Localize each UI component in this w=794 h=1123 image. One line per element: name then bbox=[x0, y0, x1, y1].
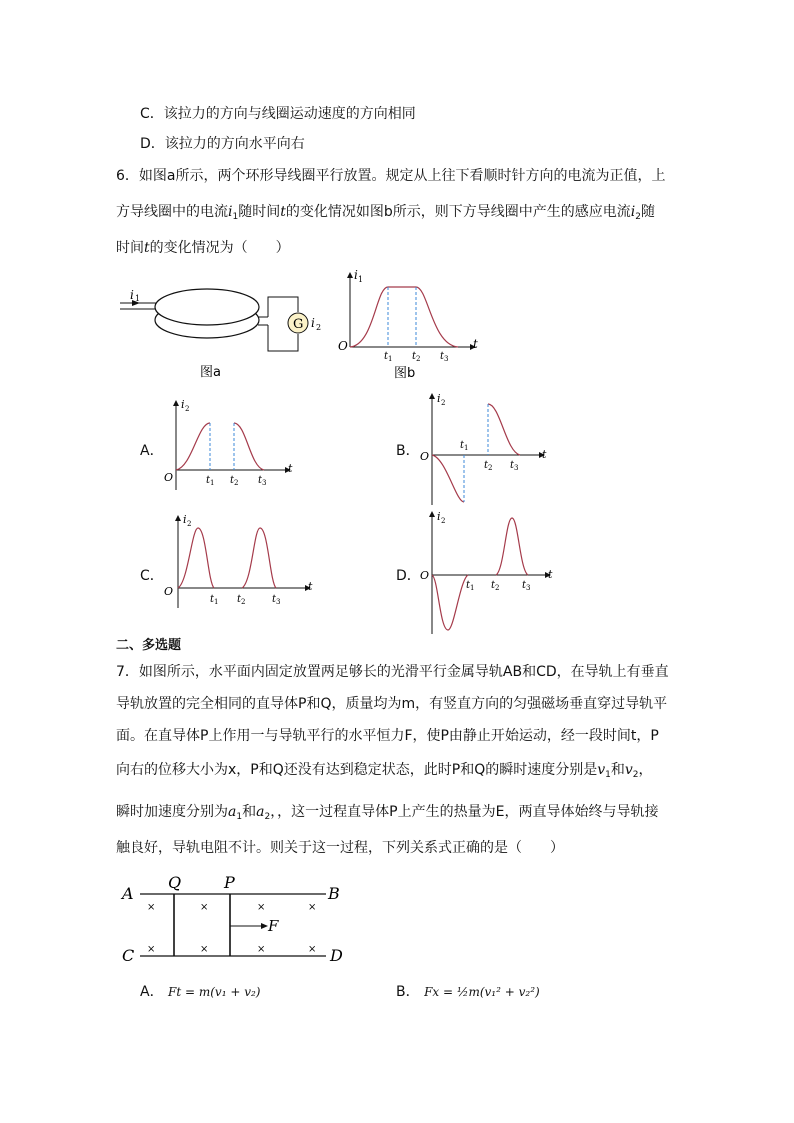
q7-option-b-expr: Fx = ½m(v₁² + v₂²) bbox=[424, 985, 540, 999]
svg-text:×: × bbox=[308, 902, 317, 913]
svg-text:O: O bbox=[164, 585, 174, 598]
q7-rails-figure bbox=[118, 872, 358, 972]
svg-text:2: 2 bbox=[187, 520, 192, 528]
q7-line-6: 触良好，导轨电阻不计。则关于这一过程，下列关系式正确的是（ ） bbox=[116, 840, 564, 856]
svg-text:×: × bbox=[257, 902, 266, 913]
svg-text:i: i bbox=[437, 392, 441, 405]
svg-text:F: F bbox=[268, 917, 279, 935]
svg-text:1: 1 bbox=[210, 479, 215, 487]
svg-text:1: 1 bbox=[388, 355, 393, 363]
svg-text:A: A bbox=[122, 884, 134, 903]
q5-option-d: D．该拉力的方向水平向右 bbox=[140, 136, 305, 152]
q7-option-b: B． Fx = ½m(v₁² + v₂²) bbox=[396, 984, 540, 1000]
svg-text:i: i bbox=[437, 510, 441, 523]
svg-text:t: t bbox=[384, 351, 389, 362]
q7-option-a: A． Ft = m(v₁ + v₂) bbox=[140, 984, 261, 1000]
svg-text:i: i bbox=[183, 513, 187, 526]
q5-option-c: C．该拉力的方向与线圈运动速度的方向相同 bbox=[140, 106, 416, 122]
svg-text:×: × bbox=[200, 944, 209, 955]
svg-text:O: O bbox=[420, 569, 430, 582]
q6-option-c-label: C． bbox=[140, 568, 164, 584]
svg-text:C: C bbox=[122, 946, 135, 965]
q6-option-a-label: A． bbox=[140, 443, 164, 459]
figure-b-chart bbox=[336, 265, 486, 385]
q7-line-1: 7．如图所示，水平面内固定放置两足够长的光滑平行金属导轨AB和CD，在导轨上有垂直 bbox=[116, 664, 669, 680]
figure-a-caption: 图a bbox=[200, 365, 221, 380]
svg-text:2: 2 bbox=[495, 584, 500, 592]
svg-text:t: t bbox=[466, 580, 471, 591]
svg-text:2: 2 bbox=[241, 598, 246, 606]
svg-text:3: 3 bbox=[276, 598, 281, 606]
svg-text:D: D bbox=[330, 946, 343, 965]
svg-text:t: t bbox=[308, 580, 313, 593]
q7-line-2: 导轨放置的完全相同的直导体P和Q，质量均为m，有竖直方向的匀强磁场垂直穿过导轨平 bbox=[116, 696, 668, 712]
svg-text:1: 1 bbox=[135, 294, 141, 303]
svg-text:t: t bbox=[210, 594, 215, 605]
svg-text:t: t bbox=[237, 594, 242, 605]
svg-text:i: i bbox=[181, 398, 185, 411]
q6-option-a-chart bbox=[160, 395, 300, 495]
svg-text:2: 2 bbox=[441, 517, 446, 525]
q6-line-1: 6．如图a所示，两个环形导线圈平行放置。规定从上往下看顺时针方向的电流为正值，上 bbox=[116, 168, 666, 184]
svg-text:t: t bbox=[473, 337, 478, 351]
svg-text:×: × bbox=[200, 902, 209, 913]
svg-text:2: 2 bbox=[416, 355, 421, 363]
svg-text:×: × bbox=[308, 944, 317, 955]
svg-text:t: t bbox=[491, 580, 496, 591]
svg-text:t: t bbox=[288, 462, 293, 475]
svg-text:t: t bbox=[484, 460, 489, 471]
svg-text:1: 1 bbox=[464, 444, 469, 452]
q6-option-c-chart bbox=[160, 510, 320, 610]
svg-text:2: 2 bbox=[234, 479, 239, 487]
svg-text:P: P bbox=[224, 873, 235, 892]
q6-option-b-label: B． bbox=[396, 443, 420, 459]
svg-text:3: 3 bbox=[526, 584, 531, 592]
svg-text:2: 2 bbox=[488, 464, 493, 472]
q7-line-4: 向右的位移大小为x，P和Q还没有达到稳定状态，此时P和Q的瞬时速度分别是$v_1$和$v_2$， bbox=[116, 762, 653, 780]
svg-text:×: × bbox=[257, 944, 266, 955]
svg-text:Q: Q bbox=[168, 873, 182, 892]
svg-text:3: 3 bbox=[262, 479, 267, 487]
svg-text:B: B bbox=[328, 884, 340, 903]
svg-text:t: t bbox=[412, 351, 417, 362]
svg-text:3: 3 bbox=[444, 355, 449, 363]
svg-text:1: 1 bbox=[214, 598, 219, 606]
svg-text:t: t bbox=[510, 460, 515, 471]
svg-text:t: t bbox=[440, 351, 445, 362]
svg-text:×: × bbox=[147, 902, 156, 913]
q7-line-5: 瞬时加速度分别为$a_1$和$a_2$，，这一过程直导体P上产生的热量为E，两直导体始终与导轨接 bbox=[116, 804, 659, 822]
svg-text:2: 2 bbox=[185, 405, 190, 413]
svg-text:t: t bbox=[522, 580, 527, 591]
svg-text:1: 1 bbox=[470, 584, 475, 592]
svg-text:t: t bbox=[542, 448, 547, 461]
svg-text:2: 2 bbox=[316, 323, 322, 332]
section-title-multiple-choice: 二、多选题 bbox=[116, 638, 182, 653]
q6-line-2: 方导线圈中的电流$i_1$随时间t的变化情况如图b所示，则下方导线圈中产生的感应电流$i_2$随 bbox=[116, 204, 655, 222]
svg-text:1: 1 bbox=[358, 275, 364, 284]
figure-a-coils bbox=[110, 270, 330, 390]
q6-option-d-label: D． bbox=[396, 568, 421, 584]
svg-text:t: t bbox=[548, 568, 553, 581]
svg-text:O: O bbox=[420, 450, 430, 463]
q7-option-a-expr: Ft = m(v₁ + v₂) bbox=[168, 985, 261, 999]
svg-text:2: 2 bbox=[441, 399, 446, 407]
svg-text:i: i bbox=[354, 268, 358, 282]
svg-text:×: × bbox=[147, 944, 156, 955]
svg-text:i: i bbox=[311, 316, 315, 330]
svg-text:t: t bbox=[258, 475, 263, 486]
q7-line-3: 面。在直导体P上作用一与导轨平行的水平恒力F，使P由静止开始运动，经一段时间t，P bbox=[116, 728, 659, 744]
svg-text:t: t bbox=[206, 475, 211, 486]
figure-b-caption: 图b bbox=[394, 366, 416, 381]
svg-text:G: G bbox=[293, 317, 304, 332]
q6-option-b-chart bbox=[416, 390, 556, 510]
svg-text:t: t bbox=[272, 594, 277, 605]
svg-text:t: t bbox=[230, 475, 235, 486]
svg-text:i: i bbox=[130, 288, 134, 302]
q6-option-d-chart bbox=[416, 508, 566, 638]
svg-text:3: 3 bbox=[514, 464, 519, 472]
svg-text:O: O bbox=[164, 471, 174, 484]
svg-text:t: t bbox=[460, 440, 465, 451]
q6-line-3: 时间t的变化情况为（ ） bbox=[116, 240, 290, 256]
svg-text:O: O bbox=[338, 339, 348, 353]
